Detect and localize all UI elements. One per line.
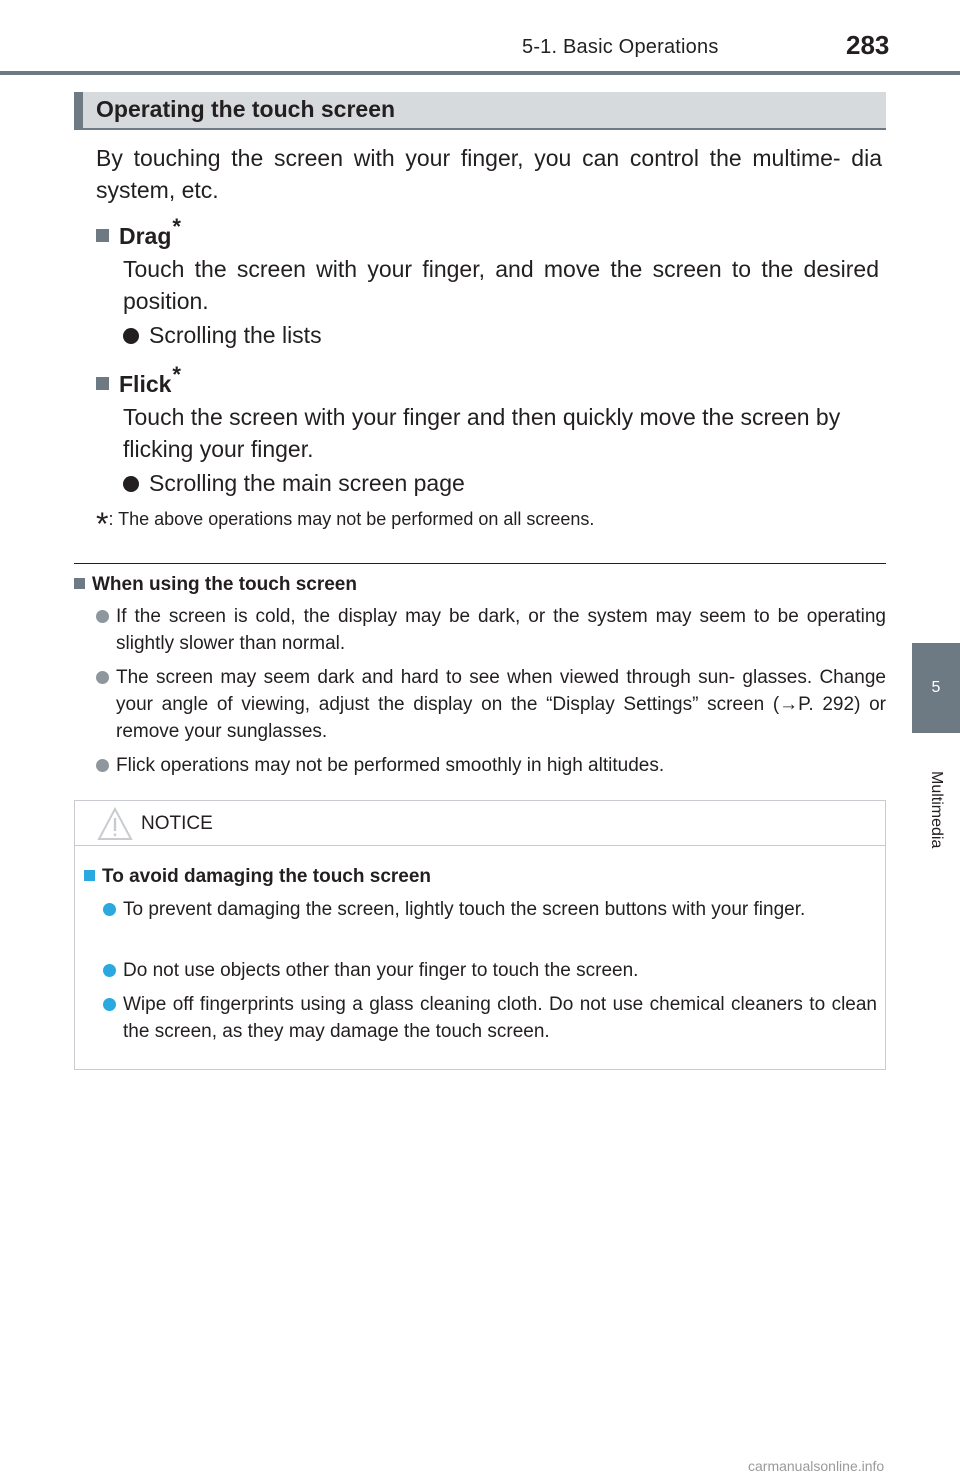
section-divider <box>74 563 886 564</box>
notice-label: NOTICE <box>141 813 213 834</box>
chapter-tab-label: Multimedia <box>928 771 945 849</box>
notice-item: Do not use objects other than your finger to touch the screen. <box>123 957 877 984</box>
footnote: *: The above operations may not be performed on all screens. <box>96 506 595 542</box>
notice-divider <box>75 845 885 846</box>
bullet-dot-icon <box>123 476 139 492</box>
info-item: Flick operations may not be performed smoothly in high altitudes. <box>116 752 886 779</box>
chapter-title: 5-1. Basic Operations <box>522 36 719 58</box>
footnote-marker: * <box>172 214 181 239</box>
watermark: carmanualsonline.info <box>748 1458 885 1474</box>
flick-description: Touch the screen with your finger and then quickly move the screen by flicking your finger. <box>123 404 841 462</box>
square-bullet-icon <box>96 377 109 390</box>
notice-item: Wipe off fingerprints using a glass cleaning cloth. Do not use chemical cleaners to clean the screen, as they may damage the touch screen. <box>123 991 877 1045</box>
section-title-bar <box>74 92 886 130</box>
drag-example: Scrolling the lists <box>123 322 322 349</box>
drag-description: Touch the screen with your finger, and move the screen to the desired position. <box>123 256 879 314</box>
bullet-dot-icon <box>96 610 109 623</box>
info-item: The screen may seem dark and hard to see when viewed through sun- glasses. Change your angle of viewing, adjust the display on the “Display Settings” screen (→P. 292) or remove your sunglasses. <box>116 664 886 745</box>
info-heading: When using the touch screen <box>74 574 357 596</box>
bullet-dot-icon <box>103 964 116 977</box>
intro-paragraph: By touching the screen with your finger, you can control the multime- dia system, etc. <box>96 145 882 203</box>
notice-heading: To avoid damaging the touch screen <box>84 866 431 888</box>
square-bullet-icon <box>74 578 85 589</box>
header-rule <box>0 71 960 75</box>
bullet-dot-icon <box>103 998 116 1011</box>
chapter-tab[interactable] <box>912 643 960 733</box>
footnote-marker: * <box>96 506 109 542</box>
chapter-tab-number: 5 <box>931 679 941 696</box>
bullet-dot-icon <box>96 759 109 772</box>
square-bullet-icon <box>96 229 109 242</box>
notice-item: To prevent damaging the screen, lightly touch the screen buttons with your finger. <box>123 896 877 923</box>
bullet-dot-icon <box>103 903 116 916</box>
square-bullet-icon <box>84 870 95 881</box>
notice-box <box>74 800 886 1070</box>
drag-heading: Drag* <box>96 214 181 250</box>
info-item: If the screen is cold, the display may be dark, or the system may seem to be operating slightly slower than normal. <box>116 603 886 657</box>
flick-heading: Flick* <box>96 362 181 398</box>
section-title: Operating the touch screen <box>96 96 396 122</box>
bullet-dot-icon <box>96 671 109 684</box>
flick-example: Scrolling the main screen page <box>123 470 465 497</box>
warning-triangle-icon <box>97 807 133 841</box>
footnote-marker: * <box>172 362 181 387</box>
bullet-dot-icon <box>123 328 139 344</box>
page-number: 283 <box>846 30 890 60</box>
